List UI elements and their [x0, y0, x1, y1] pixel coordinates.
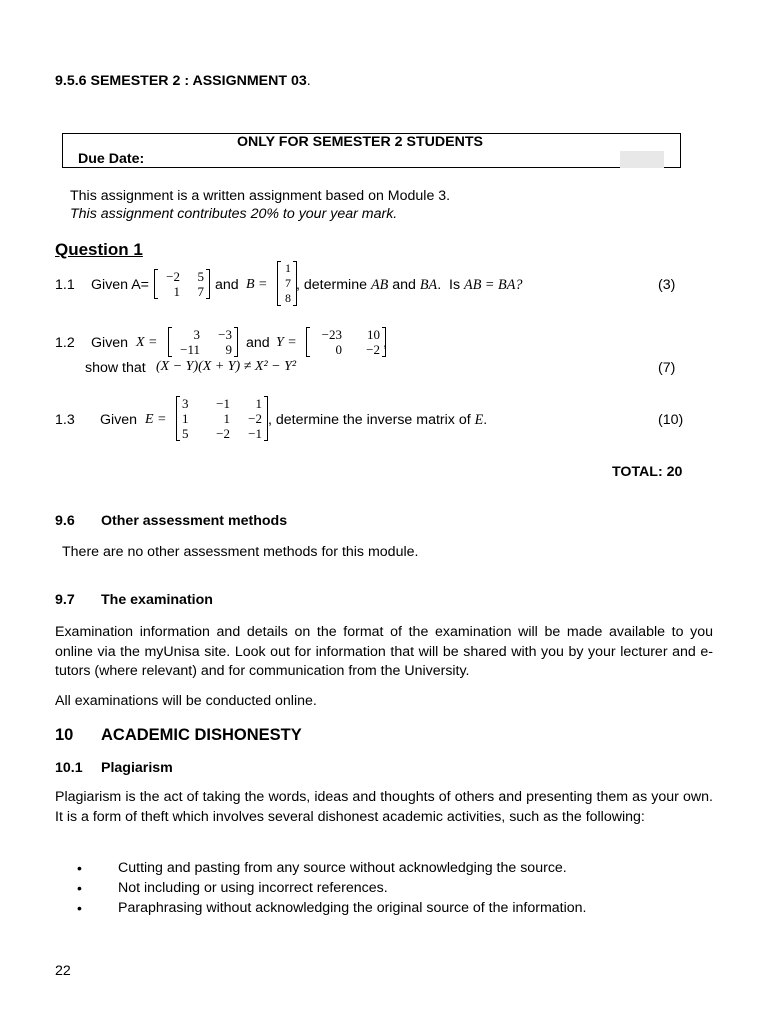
section-9-7-number: 9.7	[55, 592, 75, 608]
section-9-6-title: Other assessment methods	[101, 513, 288, 529]
bullet-item: Not including or using incorrect references.	[118, 880, 388, 896]
bullet-marker: •	[77, 880, 82, 896]
section-10-1-title: Plagiarism	[101, 760, 173, 776]
intro-line-1: This assignment is a written assignment based on Module 3.	[70, 188, 451, 204]
q1-2-expression: (X − Y)(X + Y) ≠ X² − Y²	[156, 359, 297, 374]
q1-1-and-2: and	[392, 277, 416, 293]
matrix-cell: 1	[285, 261, 291, 275]
matrix-cell: −3	[218, 327, 232, 342]
q1-2-show-that: show that	[85, 360, 146, 376]
semester-2-only-title: ONLY FOR SEMESTER 2 STUDENTS	[237, 134, 483, 150]
q1-1-determine: , determine	[296, 277, 367, 293]
q1-1-marks: (3)	[658, 277, 676, 293]
matrix-cell: 7	[285, 276, 291, 290]
q1-1-b-label: B =	[246, 277, 268, 292]
section-9-7-title: The examination	[101, 592, 213, 608]
due-date-value-field	[620, 151, 664, 168]
matrix-cell: −2	[166, 269, 180, 284]
matrix-cell: −1	[216, 396, 230, 411]
q1-1-equation: AB = BA?	[464, 277, 523, 293]
matrix-cell: −23	[321, 327, 342, 342]
q1-3-determine: , determine the inverse matrix of	[268, 412, 471, 428]
matrix-cell: −2	[366, 342, 380, 357]
q1-1-number: 1.1	[55, 277, 75, 293]
q1-1-is: Is	[449, 277, 461, 293]
matrix-cell: 5	[197, 269, 204, 284]
bullet-item: Cutting and pasting from any source without acknowledging the source.	[118, 860, 567, 876]
q1-2-marks: (7)	[658, 360, 676, 376]
question-1-heading: Question 1	[55, 240, 143, 259]
q1-1-given: Given A=	[91, 277, 149, 293]
q1-1-period: .	[437, 277, 442, 293]
matrix-cell: −2	[248, 411, 262, 426]
q1-3-period: .	[483, 412, 488, 428]
matrix-cell: 1	[255, 396, 262, 411]
q1-3-e: E	[474, 412, 484, 428]
matrix-cell: 9	[225, 342, 232, 357]
q1-3-number: 1.3	[55, 412, 75, 428]
q1-2-x-label: X =	[136, 335, 158, 350]
matrix-cell: 10	[367, 327, 380, 342]
matrix-x	[168, 327, 238, 357]
section-title-period: .	[306, 73, 311, 89]
section-9-7-online-note: All examinations will be conducted online.	[55, 693, 317, 709]
section-10-number: 10	[55, 726, 74, 744]
section-heading-9-5-6	[55, 73, 311, 89]
q1-3-text	[268, 412, 487, 429]
section-title-text: 9.5.6 SEMESTER 2 : ASSIGNMENT 03	[55, 73, 307, 89]
q1-1-text	[296, 277, 522, 294]
matrix-cell: 5	[182, 426, 189, 441]
matrix-cell: −1	[248, 426, 262, 441]
section-9-6-number: 9.6	[55, 513, 75, 529]
section-10-title: ACADEMIC DISHONESTY	[101, 726, 302, 744]
q1-2-y-label: Y =	[276, 335, 297, 350]
q1-3-e-label: E =	[145, 412, 167, 427]
q1-3-given: Given	[100, 412, 138, 428]
q1-2-given: Given	[91, 335, 129, 351]
plagiarism-paragraph: Plagiarism is the act of taking the words, ideas and thoughts of others and presenting them as your own. It is a form of theft which involves several dishonest academic activities, such as the following:	[55, 789, 713, 825]
matrix-a	[154, 269, 210, 299]
page-number: 22	[55, 963, 71, 979]
matrix-cell: 7	[197, 284, 204, 299]
q1-2-comma: ,	[383, 335, 387, 351]
matrix-cell: −2	[216, 426, 230, 441]
bullet-item: Paraphrasing without acknowledging the original source of the information.	[118, 900, 587, 916]
due-date-label: Due Date:	[78, 151, 145, 167]
bullet-marker: •	[77, 900, 82, 916]
matrix-cell: 1	[223, 411, 230, 426]
matrix-b	[277, 261, 297, 306]
q1-1-ba: BA	[419, 277, 438, 293]
section-9-7-paragraph: Examination information and details on the format of the examination will be made available to you online via the myUnisa site. Look out for information that will be shared with you by your lecturer and e-tutors (where relevant) and for communication from the University.	[55, 624, 713, 679]
section-10-1-number: 10.1	[55, 760, 83, 776]
total-marks: TOTAL: 20	[612, 464, 683, 480]
q1-3-marks: (10)	[658, 412, 684, 428]
matrix-cell: 1	[173, 284, 180, 299]
matrix-cell: 3	[193, 327, 200, 342]
q1-2-and: and	[246, 335, 270, 351]
matrix-cell: 1	[182, 411, 189, 426]
matrix-cell: −11	[180, 342, 200, 357]
matrix-y	[306, 327, 386, 357]
q1-1-ab: AB	[370, 277, 389, 293]
q1-1-and: and	[215, 277, 239, 293]
matrix-e	[176, 396, 268, 441]
matrix-cell: 3	[182, 396, 189, 411]
bullet-marker: •	[77, 860, 82, 876]
section-9-6-body: There are no other assessment methods for this module.	[62, 544, 419, 560]
matrix-cell: 8	[285, 291, 291, 305]
matrix-cell: 0	[335, 342, 342, 357]
intro-line-2: This assignment contributes 20% to your year mark.	[70, 206, 398, 222]
q1-2-number: 1.2	[55, 335, 75, 351]
